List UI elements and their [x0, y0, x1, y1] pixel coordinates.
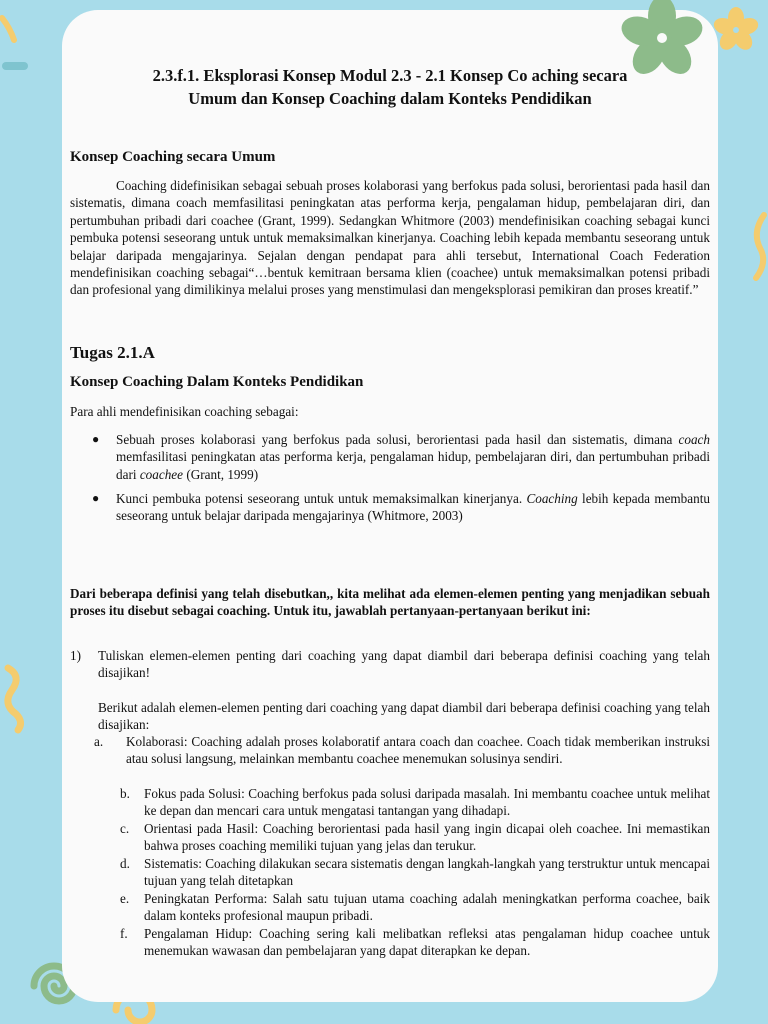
question-number: 1): [70, 648, 81, 663]
flower-icon: [618, 0, 707, 80]
bullet-icon: ●: [92, 491, 100, 505]
question-text: Tuliskan elemen-elemen penting dari coaching yang dapat diambil dari beberapa definisi coaching yang telah disajikan!: [98, 648, 710, 681]
question-1: [70, 647, 710, 682]
title-line-1: 2.3.f.1. Eksplorasi Konsep Modul 2.3 - 2.1 Konsep Co aching secara: [152, 66, 628, 85]
list-item: d. Sistematis: Coaching dilakukan secara sistematis dengan langkah-langkah yang terstruktur untuk mencapai tujuan yang telah ditetapkan: [120, 856, 710, 889]
section-heading-education: Konsep Coaching Dalam Konteks Pendidikan: [70, 374, 364, 390]
list-item: f. Pengalaman Hidup: Coaching sering kali melibatkan refleksi atas pengalaman hidup coachee untuk menemukan wawasan dan pembelajaran yang dapat diterapkan ke depan.: [120, 926, 710, 959]
document-page: [62, 10, 718, 1002]
list-item: e. Peningkatan Performa: Salah satu tujuan utama coaching adalah meningkatkan performa coachee, baik dalam konteks profesional maupun pribadi.: [120, 891, 710, 924]
list-item: b. Fokus pada Solusi: Coaching berfokus pada solusi daripada masalah. Ini membantu coachee untuk melihat ke depan dan mencari cara untuk mengatasi tantangan yang dihadapi.: [120, 786, 710, 819]
list-item: c. Orientasi pada Hasil: Coaching berorientasi pada hasil yang ingin dicapai oleh coachee. Ini memastikan bahwa proses coaching memiliki tujuan yang jelas dan terukur.: [120, 821, 710, 854]
bullet-icon: ●: [92, 432, 100, 446]
section-paragraph-general: Coaching didefinisikan sebagai sebuah proses kolaborasi yang berfokus pada solusi, berorientasi pada hasil dan sistematis, dimana coach memfasilitasi peningkatan atas performa kerja, pengalaman hidup, pembelajaran diri, dan pertumbuhan pribadi dari coachee (Grant, 1999). Sedangkan Whitmore (2003) mendefinisikan coaching sebagai kunci pembuka potensi seseorang untuk untuk memaksimalkan kinerjanya. Coaching lebih kepada membantu seseorang untuk belajar daripada mengajarinya. Sejalan dengan pendapat para ahli tersebut, International Coach Federation mendefinisikan coaching sebagai“…bentuk kemitraan bersama klien (coachee) untuk memaksimalkan potensi pribadi dan profesional yang dimilikinya melalui proses yang menstimulasi dan mengeksplorasi pemikiran dan proses kreatif.”: [70, 178, 710, 298]
list-item: ● Kunci pembuka potensi seseorang untuk untuk memaksimalkan kinerjanya. Coaching lebih kepada membantu seseorang untuk belajar daripada mengajarinya (Whitmore, 2003): [92, 491, 710, 524]
question-intro: Dari beberapa definisi yang telah disebutkan,, kita melihat ada elemen-elemen penting yang menjadikan sebuah proses itu disebut sebagai coaching. Untuk itu, jawablah pertanyaan-pertanyaan berikut ini:: [70, 586, 710, 619]
section-intro: Para ahli mendefinisikan coaching sebagai:: [70, 404, 299, 419]
squiggle-icon: [8, 668, 21, 730]
flower-icon: [712, 7, 761, 53]
title-line-2: Umum dan Konsep Coaching dalam Konteks Pendidikan: [188, 89, 592, 108]
answer-intro: Berikut adalah elemen-elemen penting dari coaching yang dapat diambil dari beberapa definisi coaching yang telah disajikan:: [98, 700, 710, 733]
list-item: ● Sebuah proses kolaborasi yang berfokus pada solusi, berorientasi pada hasil dan sistematis, dimana coach memfasilitasi peningkatan atas performa kerja, pengalaman hidup, pembelajaran diri, dan pertumbuhan pribadi dari coachee (Grant, 1999): [92, 432, 710, 482]
section-heading-general: Konsep Coaching secara Umum: [70, 149, 276, 165]
list-item: a. Kolaborasi: Coaching adalah proses kolaboratif antara coach dan coachee. Coach tidak memberikan instruksi atau solusi langsung, melainkan membantu coachee menemukan solusinya sendiri.: [94, 734, 710, 767]
decorative-flowers: [0, 0, 768, 120]
squiggle-icon: [756, 215, 764, 278]
tugas-heading: Tugas 2.1.A: [70, 343, 155, 362]
